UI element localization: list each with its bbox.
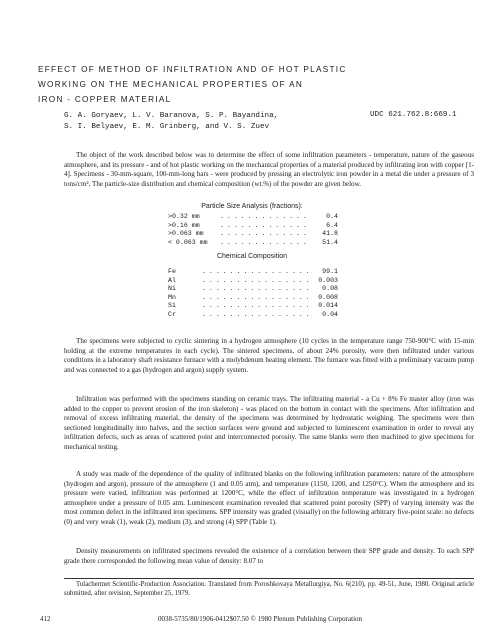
table-row: [168, 230, 338, 239]
row-value: 0.014: [318, 302, 338, 310]
page-number: 412: [40, 615, 51, 623]
udc-code: UDC 621.762.8:669.1: [370, 111, 457, 119]
table-row: [168, 294, 338, 303]
row-label: Fe: [168, 268, 176, 275]
author-list: [64, 111, 364, 133]
author-line: G. A. Goryaev, L. V. Baranova, S. P. Bayandina,: [64, 112, 279, 120]
table-row: [168, 302, 338, 311]
title-line: IRON - COPPER MATERIAL: [38, 95, 172, 104]
row-value: 0.04: [322, 310, 338, 318]
row-label: < 0.063 mm: [168, 238, 208, 246]
row-label: >0.32 mm: [168, 213, 200, 220]
author-line: S. I. Belyaev, E. M. Grinberg, and V. S. Zuev: [64, 123, 270, 131]
article-title: [38, 62, 458, 107]
row-label: Al: [168, 276, 176, 284]
row-value: 0.08: [322, 285, 338, 293]
row-value: 41.8: [322, 230, 338, 238]
intro-paragraph: The object of the work described below was to determine the effect of some infiltration parameters - temperature, nature of the gaseous atmosphere, and its pressure - and of hot plastic working on the mechanical properties of a material produced by infiltrating iron with copper [1-4]. Specimens - 30-mm-square, 100-mm-long bars - were produced by pressing an electrolytic iron powder in a metal die under a pressure of 3 tons/cm², The particle-size distribution and chemical composition (wt.%) of the powder are given below.: [64, 151, 474, 188]
row-value: 0.4: [326, 213, 338, 220]
table-row: [168, 268, 338, 277]
table-row: [168, 239, 338, 248]
table-row: [168, 285, 338, 294]
study-paragraph: A study was made of the dependence of the quality of infiltrated blanks on the following infiltration parameters: nature of the atmosphere (hydrogen and argon), pressure of the atmosphere (1 and 0.05 atm), and temperature (1150, 1200, and 1250°C). When the atmosphere and its pressure were varied, infiltration was performed at 1200°C, while the effect of infiltration temperature was investigated in a hydrogen atmosphere under a pressure of 0.05 atm. Luminescent examination revealed that scattered point porosity (SPP) of varying intensity was the most common defect in the infiltrated iron specimens. SPP intensity was graded (visually) on the following arbitrary five-point scale: no defects (0) and very weak (1), weak (2), medium (3), and strong (4) SPP (Table 1).: [64, 470, 474, 526]
particle-table-title: Particle Size Analysis (fractions):: [201, 203, 303, 210]
footnote: Tulachermet Scientific-Production Association. Translated from Poroshkovaya Metallurgiya, No. 6(210), pp. 49-51, June, 1980. Original article submitted, after revision, September 25, 1979.: [64, 581, 474, 598]
row-label: >0.063 mm: [168, 230, 204, 238]
table-row: [168, 311, 338, 320]
row-label: Mn: [168, 293, 176, 301]
row-label: Cr: [168, 310, 176, 318]
row-value: 0.003: [318, 276, 338, 284]
row-label: Si: [168, 302, 176, 310]
chemical-composition-table: [168, 268, 338, 320]
row-value: 99.1: [322, 268, 338, 275]
table-row: [168, 277, 338, 286]
table-row: [168, 222, 338, 231]
row-value: 51.4: [322, 238, 338, 246]
row-label: Ni: [168, 285, 176, 293]
table-row: [168, 213, 338, 222]
infiltration-paragraph: Infiltration was performed with the specimens standing on ceramic trays. The infiltrating material - a Cu + 8% Fe master alloy (iron was added to the copper to prevent erosion of the iron skeleton) - was placed on the bottom in contact with the specimens. After infiltration and removal of excess infiltrating material, the density of the specimens was determined by hydrostatic weighing. The specimens were then sectioned longitudinally into halves, and the section surfaces were ground and subjected to luminescent examination in order to reveal any infiltration defects, such as areas of scattered point and interconnected porosity. The same blanks were then machined to give specimens for mechanical testing.: [64, 395, 474, 451]
row-value: 0.008: [318, 293, 338, 301]
row-value: 6.4: [326, 221, 338, 229]
title-line: WORKING ON THE MECHANICAL PROPERTIES OF AN: [38, 80, 304, 89]
sintering-paragraph: The specimens were subjected to cyclic sintering in a hydrogen atmosphere (10 cycles in the temperature range 750-900°C with 15-min holding at the extreme temperatures in each cycle). The sintered specimens, of about 24% porosity, were then infiltrated under various conditions in a laboratory shaft resistance furnace with a molybdenum heating element. The furnace was fitted with a preliminary vacuum pump and was connected to a gas (hydrogen and argon) supply system.: [64, 337, 474, 374]
footnote-rule: [64, 578, 474, 579]
row-label: >0.16 mm: [168, 221, 200, 229]
copyright-line: 0038-5735/80/1906-0412$07.50 © 1980 Plenum Publishing Corporation: [157, 615, 363, 623]
particle-size-table: [168, 213, 338, 247]
chem-table-title: Chemical Composition: [216, 253, 288, 260]
title-line: EFFECT OF METHOD OF INFILTRATION AND OF HOT PLASTIC: [38, 65, 347, 74]
density-paragraph: Density measurements on infiltrated specimens revealed the existence of a correlation between their SPP grade and density. To each SPP grade there corresponded the following mean value of density: 8.07 to: [64, 547, 474, 565]
